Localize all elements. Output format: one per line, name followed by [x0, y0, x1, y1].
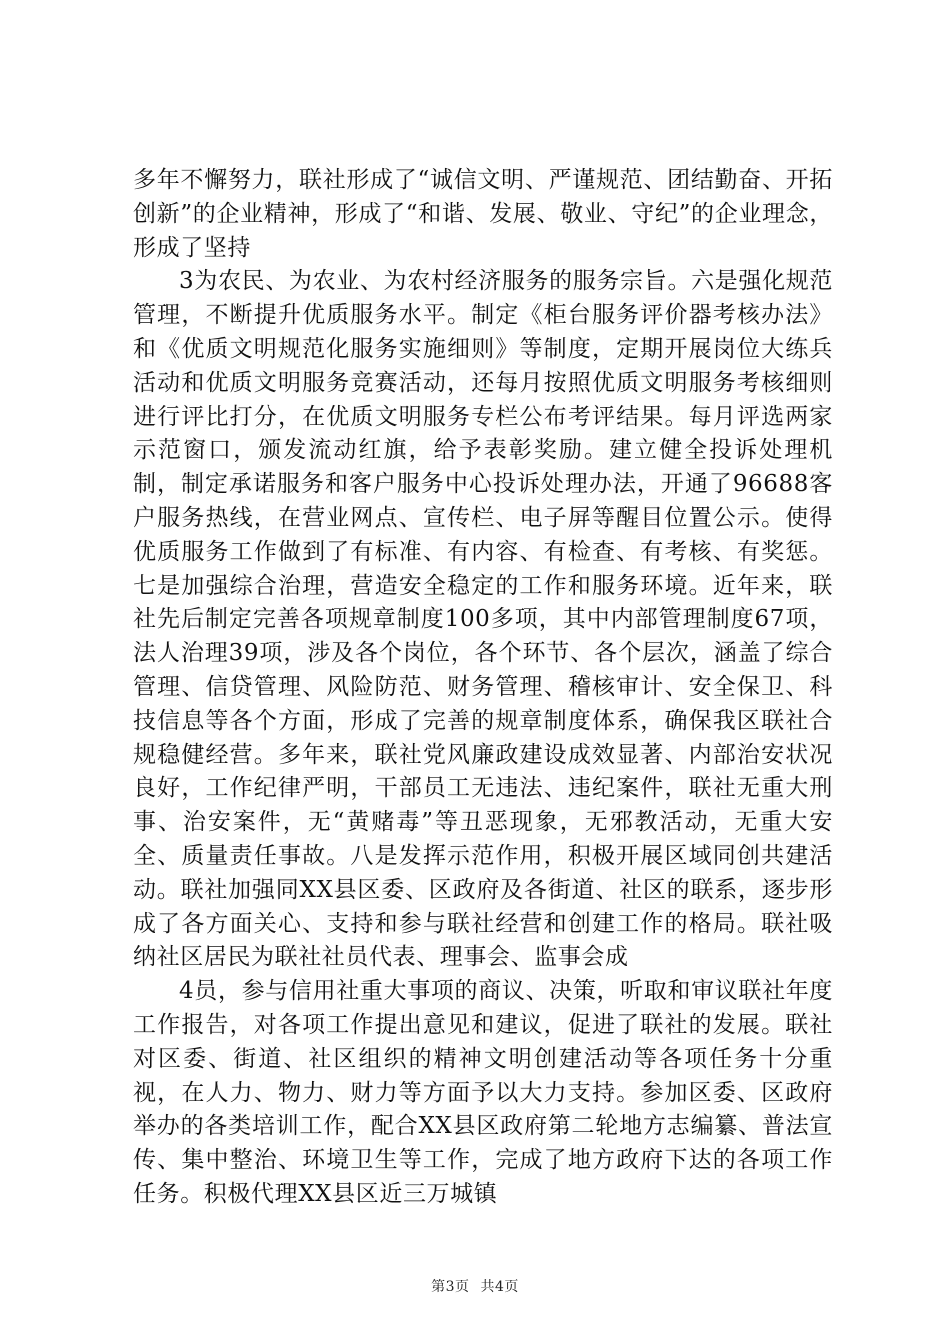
page-footer [0, 1276, 950, 1296]
paragraph-3: 4员，参与信用社重大事项的商议、决策，听取和审议联社年度工作报告，对各项工作提出意见和建议，促进了联社的发展。联社对区委、街道、社区组织的精神文明创建活动等各项任务十分重视，在人力、物力、财力等方面予以大力支持。参加区委、区政府举办的各类培训工作，配合XX县区政府第二轮地方志编纂、普法宣传、集中整治、环境卫生等工作，完成了地方政府下达的各项工作任务。积极代理XX县区近三万城镇 [133, 978, 833, 1207]
paragraph-1: 多年不懈努力，联社形成了“诚信文明、严谨规范、团结勤奋、开拓创新”的企业精神，形成了“和谐、发展、敬业、守纪”的企业理念，形成了坚持 [133, 167, 833, 261]
document-body [133, 164, 833, 1212]
page-total: 共4页 [480, 1279, 519, 1295]
page-number: 第3页 [431, 1279, 470, 1295]
paragraph-2: 3为农民、为农业、为农村经济服务的服务宗旨。六是强化规范管理，不断提升优质服务水平。制定《柜台服务评价器考核办法》和《优质文明规范化服务实施细则》等制度，定期开展岗位大练兵活动和优质文明服务竞赛活动，还每月按照优质文明服务考核细则进行评比打分，在优质文明服务专栏公布考评结果。每月评选两家示范窗口，颁发流动红旗，给予表彰奖励。建立健全投诉处理机制，制定承诺服务和客户服务中心投诉处理办法，开通了96688客户服务热线，在营业网点、宣传栏、电子屏等醒目位置公示。使得优质服务工作做到了有标准、有内容、有检查、有考核、有奖惩。七是加强综合治理，营造安全稳定的工作和服务环境。近年来，联社先后制定完善各项规章制度100多项，其中内部管理制度67项，法人治理39项，涉及各个岗位，各个环节、各个层次，涵盖了综合管理、信贷管理、风险防范、财务管理、稽核审计、安全保卫、科技信息等各个方面，形成了完善的规章制度体系，确保我区联社合规稳健经营。多年来，联社党风廉政建设成效显著、内部治安状况良好，工作纪律严明，干部员工无违法、违纪案件，联社无重大刑事、治安案件，无“黄赌毒”等丑恶现象，无邪教活动，无重大安全、质量责任事故。八是发挥示范作用，积极开展区域同创共建活动。联社加强同XX县区委、区政府及各街道、社区的联系，逐步形成了各方面关心、支持和参与联社经营和创建工作的格局。联社吸纳社区居民为联社社员代表、理事会、监事会成 [133, 268, 833, 971]
